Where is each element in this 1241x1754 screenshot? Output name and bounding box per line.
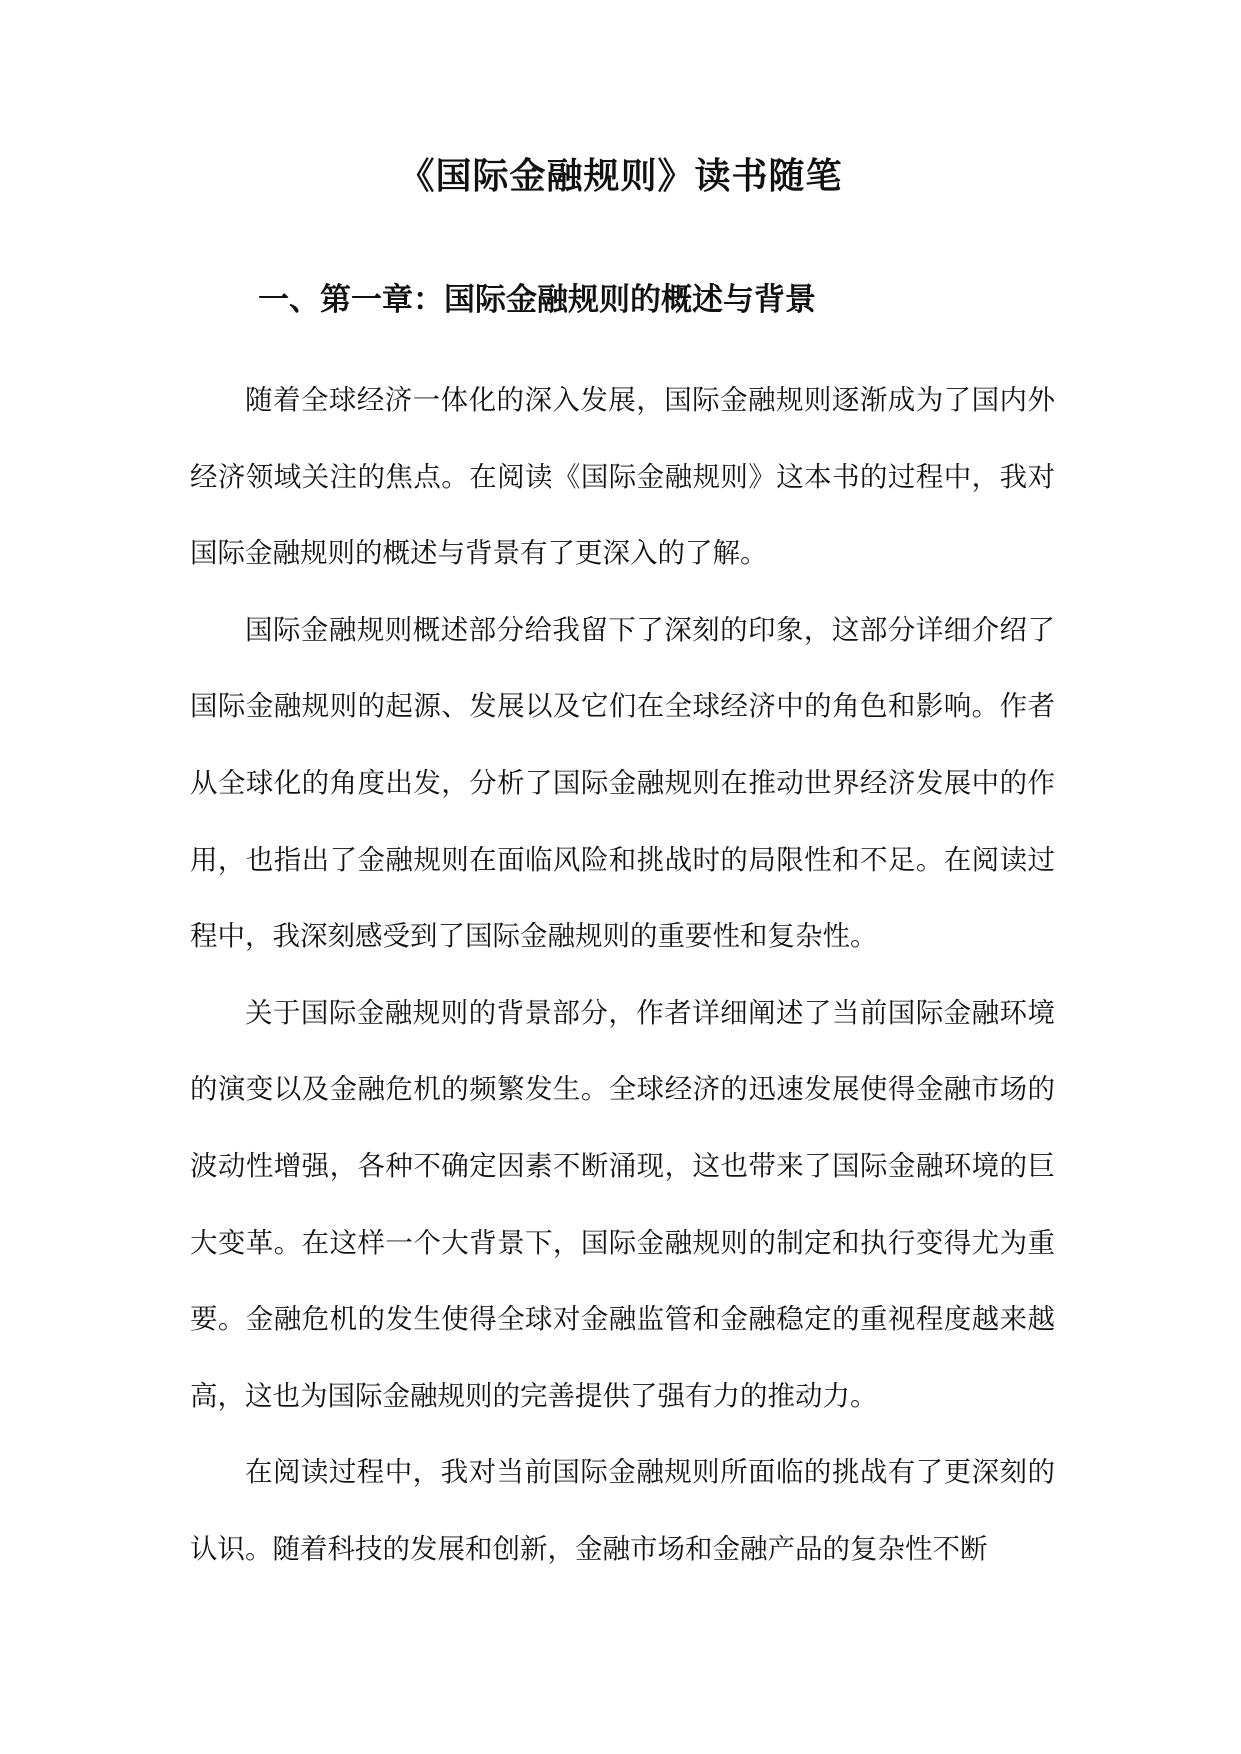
body-text: [190, 362, 1055, 1588]
paragraph-2: 国际金融规则概述部分给我留下了深刻的印象，这部分详细介绍了国际金融规则的起源、发展以及它们在全球经济中的角色和影响。作者从全球化的角度出发，分析了国际金融规则在推动世界经济发展中的作用，也指出了金融规则在面临风险和挑战时的局限性和不足。在阅读过程中，我深刻感受到了国际金融规则的重要性和复杂性。: [190, 613, 1055, 953]
paragraph-3: 关于国际金融规则的背景部分，作者详细阐述了当前国际金融环境的演变以及金融危机的频繁发生。全球经济的迅速发展使得金融市场的波动性增强，各种不确定因素不断涌现，这也带来了国际金融环境的巨大变革。在这样一个大背景下，国际金融规则的制定和执行变得尤为重要。金融危机的发生使得全球对金融监管和金融稳定的重视程度越来越高，这也为国际金融规则的完善提供了强有力的推动力。: [190, 996, 1055, 1412]
document-title: 《国际金融规则》读书随笔: [398, 155, 843, 197]
section-heading: 一、第一章：国际金融规则的概述与背景: [258, 282, 816, 318]
paragraph-1: 随着全球经济一体化的深入发展，国际金融规则逐渐成为了国内外经济领域关注的焦点。在阅读《国际金融规则》这本书的过程中，我对国际金融规则的概述与背景有了更深入的了解。: [190, 384, 1055, 570]
paragraph-4: 在阅读过程中，我对当前国际金融规则所面临的挑战有了更深刻的认识。随着科技的发展和创新，金融市场和金融产品的复杂性不断: [190, 1456, 1055, 1565]
